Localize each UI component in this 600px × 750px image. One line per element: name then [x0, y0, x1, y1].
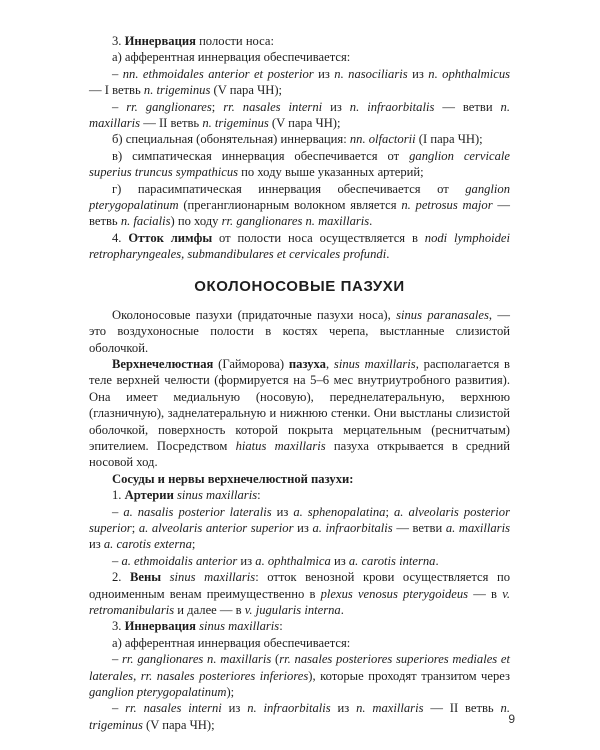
- paragraph: б) специальная (обонятельная) иннервация: nn. olfactorii (I пара ЧН);: [112, 132, 483, 147]
- paragraph: – rr. ganglionares; rr. nasales interni из n. infraorbitalis — ветви n. maxillaris — II ветвь n. trigeminus (V пара ЧН);: [89, 99, 510, 131]
- paragraph: – nn. ethmoidales anterior et posterior из n. nasociliaris из n. ophthalmicus — I ветвь n. trigeminus (V пара ЧН);: [89, 66, 511, 98]
- paragraph: а) афферентная иннервация обеспечивается:: [112, 50, 351, 65]
- paragraph: Околоносовые пазухи (придаточные пазухи носа), sinus paranasales, — это воздухоносные полости в костях черепа, выстланные слизистой оболочкой.: [89, 307, 510, 355]
- paragraph: – rr. ganglionares n. maxillaris (rr. nasales posteriores superiores mediales et laterales, rr. nasales posteriores inferiores), которые проходят транзитом через ganglion pterygopalatinum);: [89, 652, 511, 700]
- paragraph: – rr. nasales interni из n. infraorbitalis из n. maxillaris — II ветвь n. trigeminus (V пара ЧН);: [89, 701, 510, 732]
- paragraph: – a. ethmoidalis anterior из a. ophthalmica из a. carotis interna.: [112, 553, 439, 568]
- paragraph: г) парасимпатическая иннервация обеспечивается от ganglion pterygopalatinum (преганглионарным волокном является n. petrosus major — ветвь n. facialis) по ходу rr. ganglionares n. maxillaris.: [89, 181, 510, 229]
- section-heading: ОКОЛОНОСОВЫЕ ПАЗУХИ: [194, 277, 405, 295]
- paragraph: в) симпатическая иннервация обеспечивается от ganglion cervicale superius truncus sympathicus по ходу выше указанных артерий;: [89, 148, 510, 180]
- page-number: 9: [508, 712, 515, 726]
- paragraph: 4. Отток лимфы от полости носа осуществляется в nodi lymphoidei retropharyngeales, submandibulares et cervicales profundi.: [89, 230, 510, 262]
- paragraph: – a. nasalis posterior lateralis из a. sphenopalatina; a. alveolaris posterior superior; a. alveolaris anterior superior из a. infraorbitalis — ветви a. maxillaris из a. carotis externa;: [89, 504, 511, 552]
- page-content: [89, 33, 510, 733]
- subheading: Сосуды и нервы верхнечелюстной пазухи:: [112, 471, 354, 486]
- paragraph: 2. Вены sinus maxillaris: отток венозной крови осуществляется по одноименным венам преимущественно в plexus venosus pterygoideus — в v. retromanibularis и далее — в v. jugularis interna.: [89, 570, 511, 617]
- paragraph: а) афферентная иннервация обеспечивается:: [112, 635, 351, 650]
- paragraph: 3. Иннервация sinus maxillaris:: [112, 619, 283, 634]
- paragraph: Верхнечелюстная (Гайморова) пазуха, sinus maxillaris, располагается в теле верхней челюсти (формируется на 5–6 мес внутриутробного развития). Она имеет медиальную (носовую), переднелатеральную, верхнюю (глазничную), заднелатеральную и нижнюю стенки. Они выстланы слизистой оболочкой, поверхность которой покрыта мерцательным (реснитчатым) эпителием. Посредством hiatus maxillaris пазуха открывается в средний носовой ход.: [89, 356, 511, 470]
- paragraph: 3. Иннервация полости носа:: [112, 34, 274, 48]
- paragraph: 1. Артерии sinus maxillaris:: [112, 488, 261, 503]
